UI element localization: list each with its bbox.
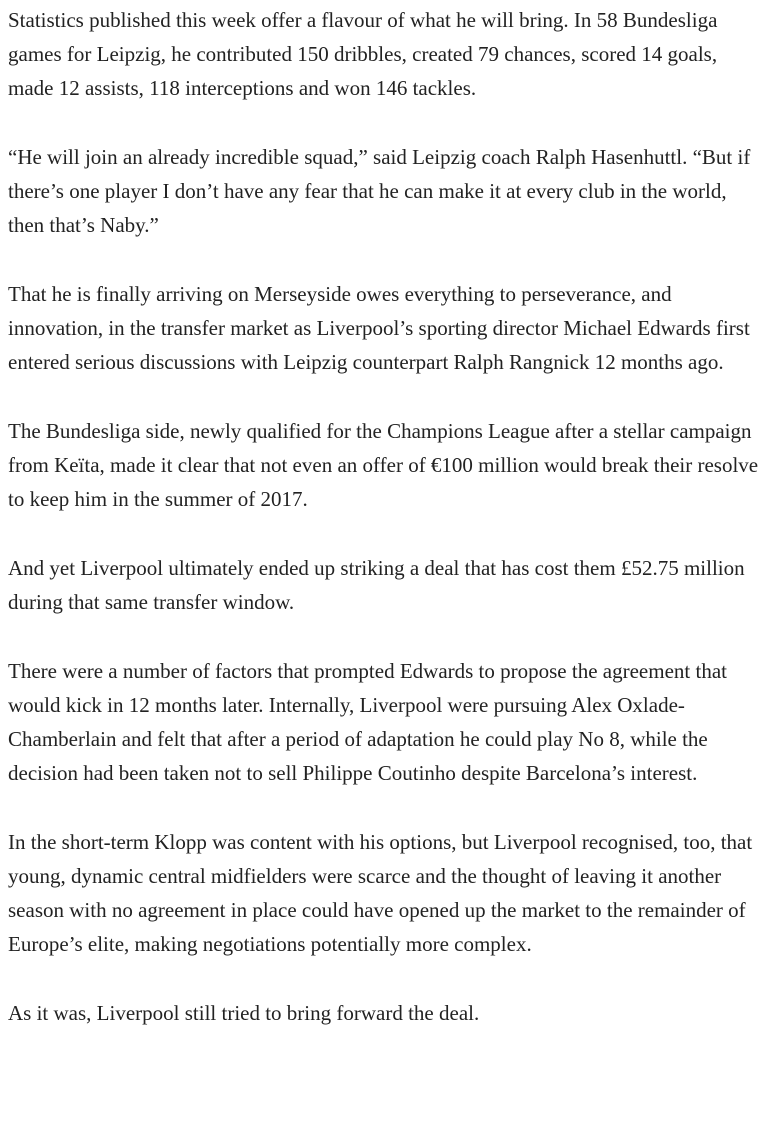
paragraph-factors: There were a number of factors that prompted Edwards to propose the agreement that would kick in 12 months later. Internally, Liverpool were pursuing Alex Oxlade-Chamberlain and felt that after a period of adaptation he could play No 8, while the decision had been taken not to sell Philippe Coutinho despite Barcelona’s interest. [8, 659, 727, 785]
paragraph-bundesliga-side: The Bundesliga side, newly qualified for the Champions League after a stellar campaign from Keïta, made it clear that not even an offer of €100 million would break their resolve to keep him in the summer of 2017. [8, 419, 759, 511]
paragraph-bring-forward: As it was, Liverpool still tried to bring forward the deal. [8, 1001, 480, 1025]
paragraph-short-term: In the short-term Klopp was content with his options, but Liverpool recognised, too, that young, dynamic central midfielders were scarce and the thought of leaving it another season with no agreement in place could have opened up the market to the remainder of Europe’s elite, making negotiations potentially more complex. [8, 830, 753, 956]
paragraph-deal-cost: And yet Liverpool ultimately ended up striking a deal that has cost them £52.75 million during that same transfer window. [8, 556, 745, 614]
paragraph-hasenhuttl-quote: “He will join an already incredible squad,” said Leipzig coach Ralph Hasenhuttl. “But if there’s one player I don’t have any fear that he can make it at every club in the world, then that’s Naby.” [8, 145, 751, 237]
paragraph-statistics: Statistics published this week offer a flavour of what he will bring. In 58 Bundesliga games for Leipzig, he contributed 150 dribbles, created 79 chances, scored 14 goals, made 12 assists, 118 interceptions and won 146 tackles. [8, 8, 718, 100]
paragraph-perseverance: That he is finally arriving on Merseyside owes everything to perseverance, and innovation, in the transfer market as Liverpool’s sporting director Michael Edwards first entered serious discussions with Leipzig counterpart Ralph Rangnick 12 months ago. [8, 282, 750, 374]
